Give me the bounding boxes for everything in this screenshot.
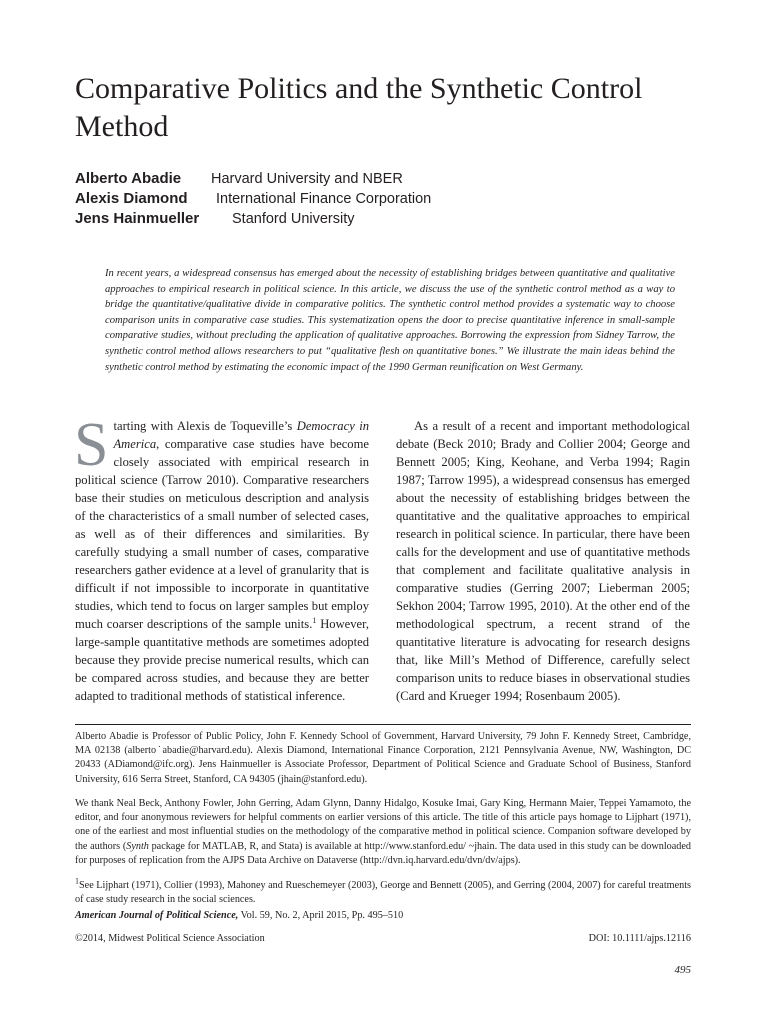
abstract: In recent years, a widespread consensus has emerged about the necessity of establishing bridges between quantitative and qualitative approaches to empirical research in political science. In this article, we discuss the use of the synthetic control method as a way to bridge the quantitative/qualitative divide in comparative politics. The synthetic control method provides a systematic way to choose comparison units in comparative case studies. This systematization opens the door to precise quantitative inference in small-sample comparative studies, without precluding the application of qualitative approaches. Borrowing the expression from Sidney Tarrow, the synthetic control method allows researchers to put “qualitative flesh on quantitative bones.” We illustrate the main ideas behind the synthetic control method by estimating the economic impact of the 1990 German reunification on West Germany. bbox=[105, 268, 675, 373]
footnote-marker[interactable]: 1 bbox=[312, 615, 317, 625]
footnote-number: 1 bbox=[75, 876, 79, 886]
footnote-text: See Lijphart (1971), Collier (1993), Mahoney and Rueschemeyer (2003), George and Bennett (2005), and Gerring (2004, 2007) for careful treatments of case study research in the social sciences. bbox=[75, 880, 691, 906]
acknowledgments-note bbox=[75, 797, 691, 868]
software-name: Synth bbox=[126, 840, 149, 852]
body-column-left bbox=[74, 411, 369, 705]
footnote-divider bbox=[75, 724, 691, 725]
drop-cap: S bbox=[74, 411, 109, 479]
note-text: We thank Neal Beck, Anthony Fowler, John Gerring, Adam Glynn, Danny Hidalgo, Kosuke Imai, Gary King, Hermann Maier, Teppei Yamamoto, the editor, and four anonymous reviewers for helpful comments on earlier versions of this article. The title of this article pays homage to Lijphart (1971), one of the earliest and most influential studies on the methodology of the comparative method in political science. Companion software developed by the authors ( bbox=[75, 798, 691, 852]
footnote-1 bbox=[75, 876, 691, 907]
author-affiliation: Harvard University and NBER bbox=[211, 171, 403, 187]
author-name: Alexis Diamond bbox=[75, 190, 188, 207]
author-affiliation: International Finance Corporation bbox=[216, 191, 432, 207]
author-name: Jens Hainmueller bbox=[75, 210, 200, 227]
doi-link[interactable]: DOI: 10.1111/ajps.12116 bbox=[588, 933, 691, 944]
book-title: Democracy in America bbox=[113, 419, 369, 451]
author-affiliations-note: Alberto Abadie is Professor of Public Policy, John F. Kennedy School of Government, Harvard University, 79 John F. Kennedy Street, Cambridge, MA 02138 (alberto˙abadie@harvard.edu). Alexis Diamond, International Finance Corporation, 2121 Pennsylvania Avenue, NW, Washington, DC 20433 (ADiamond@ifc.org). Jens Hainmueller is Associate Professor, Department of Political Science and Graduate School of Business, Stanford University, 616 Serra Street, Stanford, CA 94305 (jhain@stanford.edu). bbox=[75, 731, 691, 785]
journal-name: American Journal of Political Science, bbox=[75, 910, 239, 921]
body-text: tarting with Alexis de Toqueville’s bbox=[113, 419, 297, 433]
body-text: However, large-sample quantitative methods are sometimes adopted because they provide precise numerical results, which can be compared across studies, and because they are better adapted to traditional methods of statistical inference. bbox=[75, 617, 369, 703]
author-entry bbox=[75, 189, 695, 209]
body-text: , comparative case studies have become closely associated with empirical research in political science (Tarrow 2010). Comparative researchers base their studies on meticulous description and analysis of the characteristics of a small number of selected cases, as well as of their differences and similarities. By carefully studying a small number of cases, comparative researchers gather evidence at a level of granularity that is difficult if not impossible to incorporate in quantitative studies, which tend to focus on larger samples but employ much coarser descriptions of the sample units. bbox=[75, 437, 369, 631]
copyright-line: ©2014, Midwest Political Science Association bbox=[75, 933, 265, 944]
page-number: 495 bbox=[674, 964, 691, 976]
article-title: Comparative Politics and the Synthetic Control Method bbox=[75, 72, 643, 143]
journal-details: Vol. 59, No. 2, April 2015, Pp. 495–510 bbox=[238, 910, 404, 921]
author-entry bbox=[75, 209, 695, 229]
journal-citation bbox=[75, 909, 403, 923]
note-text: package for MATLAB, R, and Stata) is available at http://www.stanford.edu/ ~jhain. The data used in this study can be downloaded for purposes of replication from the AJPS Data Archive on Dataverse (http://dvn.iq.harvard.edu/dvn/dv/ajps). bbox=[75, 840, 691, 866]
author-entry bbox=[75, 169, 695, 189]
author-name: Alberto Abadie bbox=[75, 170, 182, 187]
author-list bbox=[75, 169, 695, 229]
author-affiliation: Stanford University bbox=[232, 211, 355, 227]
body-column-right: As a result of a recent and important methodological debate (Beck 2010; Brady and Collier 2004; George and Bennett 2005; King, Keohane, and Verba 1994; Ragin 1987; Tarrow 1995), a widespread consensus has emerged about the necessity of establishing bridges between the quantitative and the qualitative approaches to empirical research in political science. In particular, there have been calls for the development and use of quantitative methods that complement and facilitate qualitative analysis in comparative studies (Gerring 2007; Lieberman 2005; Sekhon 2004; Tarrow 1995, 2010). At the other end of the methodological spectrum, a recent strand of the quantitative literature is advocating for research designs that, like Mill’s Method of Difference, carefully select comparison units to reduce biases in observational studies (Card and Krueger 1994; Rosenbaum 2005). bbox=[396, 419, 690, 703]
